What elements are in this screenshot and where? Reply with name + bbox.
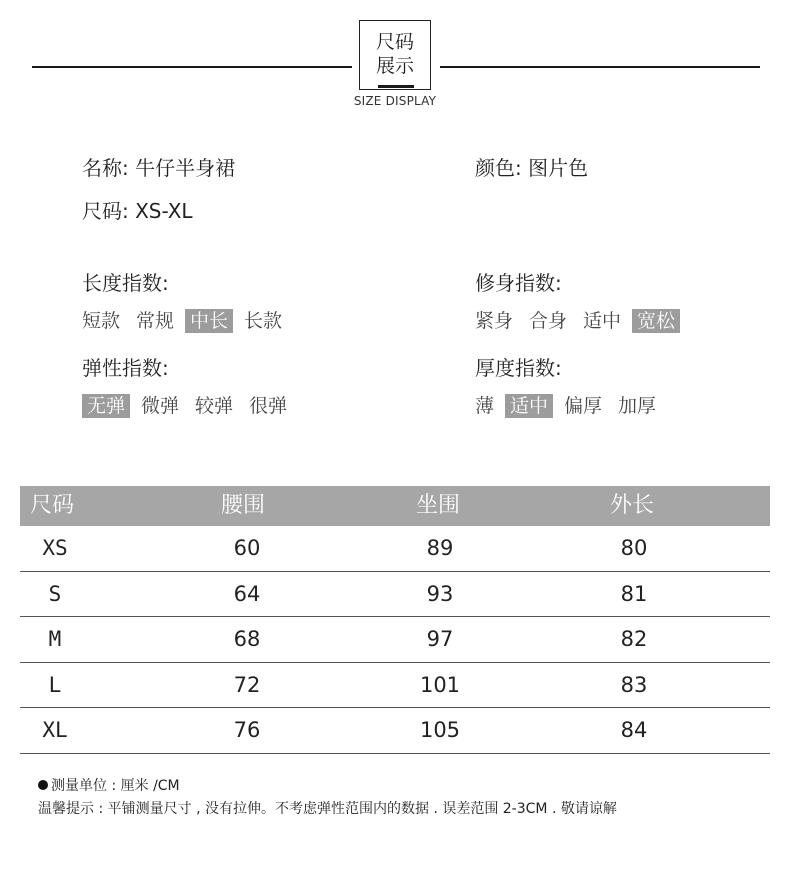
table-header — [20, 486, 770, 526]
thickness-index-options — [475, 394, 667, 418]
thickness-index-label: 厚度指数: — [475, 356, 562, 380]
product-name-label: 名称: — [82, 156, 129, 180]
index-option-length: 长款 — [244, 310, 283, 332]
index-option-fit: 紧身 — [475, 310, 514, 332]
product-size-label: 尺码: — [82, 199, 129, 223]
measurement-unit-note — [38, 775, 180, 795]
header-waist: 腰围 — [221, 493, 266, 518]
index-option-thickness: 薄 — [475, 395, 495, 417]
cell-length: 81 — [620, 581, 648, 606]
product-color — [475, 156, 588, 180]
header-hip: 坐围 — [416, 493, 461, 518]
title-line-1: 尺码 — [375, 31, 414, 53]
title-line-2: 展示 — [375, 55, 414, 77]
measurement-tip-note: 温馨提示 : 平铺测量尺寸 , 没有拉伸。不考虑弹性范围内的数据 . 误差范围 2-3CM . 敬请谅解 — [38, 801, 617, 817]
unit-note-text: 测量单位 : 厘米 /CM — [51, 778, 180, 794]
index-option-fit: 合身 — [529, 310, 568, 332]
header-rule-right — [440, 66, 760, 68]
product-color-label: 颜色: — [475, 156, 522, 180]
header-length: 外长 — [610, 493, 655, 518]
elasticity-index-label: 弹性指数: — [82, 356, 169, 380]
size-display-title-box — [359, 20, 431, 90]
cell-length: 82 — [620, 627, 648, 651]
table-row — [20, 572, 770, 618]
title-underline — [378, 85, 414, 88]
cell-size: XL — [42, 718, 68, 742]
product-size-value: XS-XL — [135, 199, 193, 223]
index-option-thickness: 偏厚 — [564, 395, 603, 417]
index-option-fit: 宽松 — [632, 309, 680, 333]
cell-hip: 97 — [426, 627, 454, 651]
size-table — [20, 486, 770, 754]
cell-waist: 60 — [233, 536, 261, 560]
index-option-fit: 适中 — [583, 310, 622, 332]
cell-length: 84 — [620, 718, 648, 742]
bullet-dot-icon — [38, 780, 48, 790]
elasticity-index-options — [82, 394, 298, 418]
index-option-elasticity: 较弹 — [195, 395, 234, 417]
index-option-length: 常规 — [136, 310, 175, 332]
table-row — [20, 526, 770, 572]
header-rule-left — [32, 66, 352, 68]
length-index-label: 长度指数: — [82, 271, 169, 295]
index-option-thickness: 加厚 — [618, 395, 657, 417]
cell-length: 80 — [620, 536, 648, 560]
cell-waist: 72 — [233, 672, 261, 697]
title-subtitle: SIZE DISPLAY — [353, 94, 437, 108]
cell-waist: 76 — [233, 718, 261, 742]
product-name — [82, 156, 235, 180]
cell-waist: 68 — [233, 627, 261, 651]
index-option-length: 短款 — [82, 310, 121, 332]
product-name-value: 牛仔半身裙 — [135, 156, 236, 180]
fit-index-options — [475, 309, 686, 333]
product-color-value: 图片色 — [528, 156, 589, 180]
index-option-elasticity: 很弹 — [249, 395, 288, 417]
cell-hip: 101 — [419, 672, 461, 697]
length-index-options — [82, 309, 293, 333]
header-size: 尺码 — [30, 493, 75, 518]
table-row — [20, 708, 770, 754]
product-size — [82, 199, 193, 223]
index-option-elasticity: 微弹 — [141, 395, 180, 417]
cell-size: S — [48, 581, 62, 606]
cell-hip: 89 — [426, 536, 454, 560]
index-option-length: 中长 — [185, 309, 233, 333]
cell-size: L — [48, 672, 62, 697]
table-row — [20, 617, 770, 663]
cell-length: 83 — [620, 672, 648, 697]
cell-size: XS — [42, 536, 68, 560]
index-option-thickness: 适中 — [505, 394, 553, 418]
fit-index-label: 修身指数: — [475, 271, 562, 295]
index-option-elasticity: 无弹 — [82, 394, 130, 418]
cell-hip: 93 — [426, 581, 454, 606]
cell-size: M — [48, 627, 62, 651]
table-row — [20, 663, 770, 709]
cell-waist: 64 — [233, 581, 261, 606]
cell-hip: 105 — [419, 718, 461, 742]
